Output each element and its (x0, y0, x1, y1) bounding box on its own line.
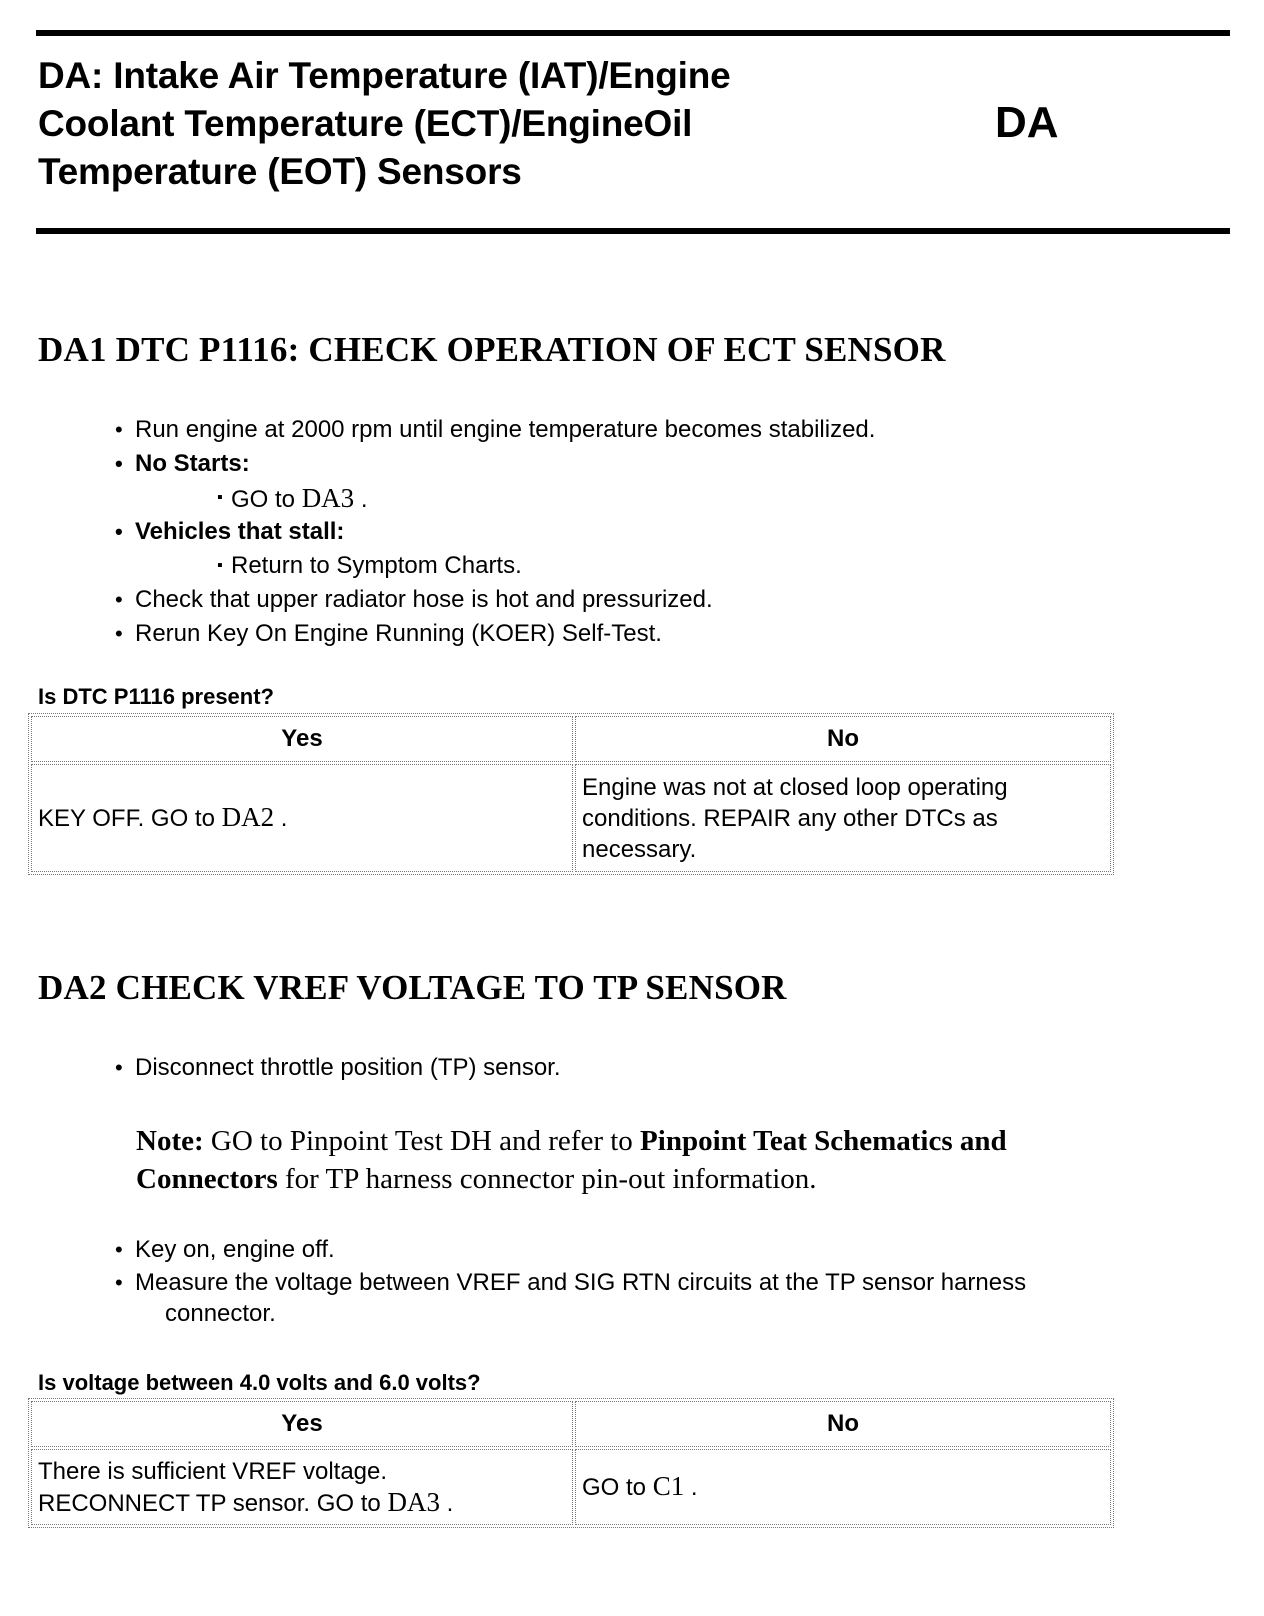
da2-note (136, 1122, 1146, 1198)
no-cell (575, 1449, 1111, 1525)
title-line-1: DA: Intake Air Temperature (IAT)/Engine (38, 55, 731, 96)
da2-step-list-a (115, 1051, 561, 1085)
substep-suffix: . (354, 486, 368, 513)
no-header: No (575, 716, 1111, 762)
link-c1[interactable]: C1 (652, 1471, 685, 1501)
yes-suffix: . (274, 805, 288, 832)
da2-step-key-on: • Key on, engine off. (115, 1233, 1145, 1267)
link-da3[interactable]: DA3 (301, 483, 355, 513)
da1-step-no-starts: • No Starts: (115, 447, 875, 481)
da2-question: Is voltage between 4.0 volts and 6.0 volts? (38, 1370, 481, 1395)
da1-step-run-engine: • Run engine at 2000 rpm until engine temperature becomes stabilized. (115, 413, 875, 447)
table-header-row (31, 716, 1111, 762)
title-line-3: Temperature (EOT) Sensors (38, 151, 522, 192)
yes-header: Yes (31, 716, 573, 762)
no-text: GO to (582, 1474, 653, 1501)
note-text-b: for TP harness connector pin-out information. (277, 1163, 817, 1195)
no-suffix: . (684, 1474, 698, 1501)
section-heading-da1: DA1 DTC P1116: CHECK OPERATION OF ECT SENSOR (38, 330, 946, 369)
yes-cell (31, 764, 573, 872)
note-label: Note: (136, 1125, 204, 1157)
yes-cell (31, 1449, 573, 1525)
da1-result-table (28, 713, 1114, 875)
section-code: DA (995, 98, 1059, 147)
yes-header: Yes (31, 1401, 573, 1447)
yes-line-1: There is sufficient VREF voltage. (38, 1457, 388, 1485)
section-heading-da2: DA2 CHECK VREF VOLTAGE TO TP SENSOR (38, 968, 787, 1007)
link-da2[interactable]: DA2 (221, 802, 275, 832)
substep-text: GO to (231, 486, 302, 513)
table-header-row (31, 1401, 1111, 1447)
table-row (31, 764, 1111, 872)
da1-substep-go-to (217, 481, 875, 515)
no-cell: Engine was not at closed loop operating conditions. REPAIR any other DTCs as necessary. (575, 764, 1111, 872)
da2-result-table (28, 1398, 1114, 1528)
link-pinpoint-schematics[interactable]: Pinpoint Teat Schematics and Connectors (136, 1125, 1007, 1195)
header-top-rule (36, 30, 1230, 36)
header-bottom-rule (36, 228, 1230, 234)
title-line-2: Coolant Temperature (ECT)/EngineOil (38, 103, 693, 144)
yes-line-2: RECONNECT TP sensor. GO to (38, 1489, 388, 1517)
da2-step-disconnect: • Disconnect throttle position (TP) sensor. (115, 1051, 561, 1085)
measure-text-cont: connector. (165, 1300, 276, 1327)
document-title (38, 52, 938, 196)
measure-text: Measure the voltage between VREF and SIG RTN circuits at the TP sensor harness (135, 1269, 1027, 1296)
no-header: No (575, 1401, 1111, 1447)
table-row (31, 1449, 1111, 1525)
note-text-a: GO to Pinpoint Test DH and refer to (203, 1125, 641, 1157)
yes-suffix: . (439, 1489, 454, 1517)
link-da3[interactable]: DA3 (387, 1486, 440, 1517)
da1-substep-symptom-charts: ▪ Return to Symptom Charts. (217, 549, 875, 583)
da1-step-check-hose: • Check that upper radiator hose is hot and pressurized. (115, 583, 875, 617)
da1-step-list (115, 413, 875, 651)
da1-question: Is DTC P1116 present? (38, 684, 274, 709)
da2-step-list-b (115, 1233, 1145, 1329)
yes-text: KEY OFF. GO to (38, 805, 222, 832)
da2-step-measure (115, 1267, 1145, 1329)
da1-step-rerun: • Rerun Key On Engine Running (KOER) Self-Test. (115, 617, 875, 651)
da1-step-vehicles-stall: • Vehicles that stall: (115, 515, 875, 549)
